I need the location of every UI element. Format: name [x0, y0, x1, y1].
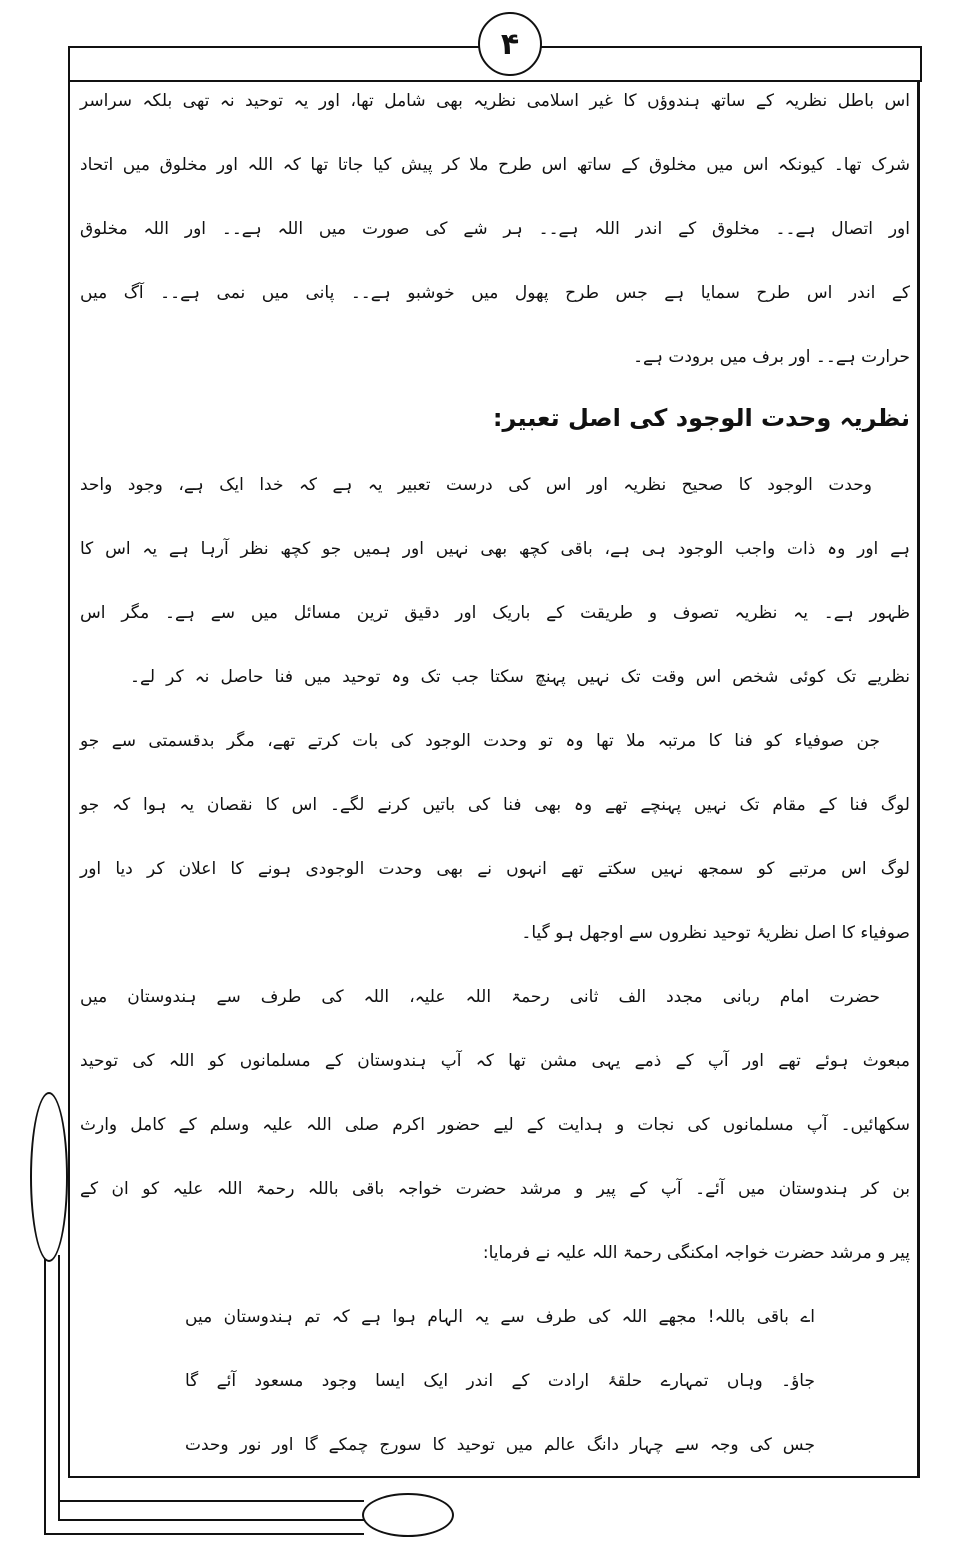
quote-line: جس کی وجہ سے چہار دانگ عالم میں توحید کا سورج چمکے گا اور نور وحدت: [185, 1435, 815, 1455]
text-line: سکھائیں۔ آپ مسلمانوں کی نجات و ہدایت کے لیے حضور اکرم صلی اللہ علیہ وسلم کے کامل وارث: [80, 1115, 910, 1135]
page-number: ۴: [478, 12, 542, 76]
ornament-bottom-ellipse: [362, 1493, 454, 1537]
text-line: صوفیاء کا اصل نظریۂ توحید نظروں سے اوجھل ہو گیا۔: [521, 923, 910, 943]
ornament-left-ellipse: [30, 1092, 68, 1262]
text-line: جن صوفیاء کو فنا کا مرتبہ ملا تھا وہ تو وحدت الوجود کی بات کرتے تھے، مگر بدقسمتی سے جو: [80, 731, 880, 751]
ornament-line: [44, 1533, 364, 1535]
text-line: حرارت ہے۔۔ اور برف میں برودت ہے۔: [633, 347, 910, 367]
text-line: وحدت الوجود کا صحیح نظریہ اور اس کی درست تعبیر یہ ہے کہ خدا ایک ہے، وجود واحد: [80, 475, 872, 495]
ornament-line: [58, 1500, 364, 1502]
text-line: لوگ فنا کے مقام تک نہیں پہنچے تھے وہ بھی فنا کی باتیں کرنے لگے۔ اس کا نقصان یہ ہوا کہ جو: [80, 795, 910, 815]
text-line: ہے اور وہ ذات واجب الوجود ہی ہے، باقی کچھ بھی نہیں اور ہمیں جو کچھ نظر آرہا ہے یہ اس کا: [80, 539, 910, 559]
text-line: اس باطل نظریہ کے ساتھ ہندوؤں کا غیر اسلامی نظریہ بھی شامل تھا، اور یہ توحید نہ تھی بلکہ سراسر: [80, 91, 910, 111]
text-line: کے اندر اس طرح سمایا ہے جس طرح پھول میں خوشبو ہے۔۔ پانی میں نمی ہے۔۔ آگ میں: [80, 283, 910, 303]
text-line: بن کر ہندوستان میں آئے۔ آپ کے پیر و مرشد حضرت خواجہ باقی باللہ رحمۃ اللہ علیہ کو ان کے: [80, 1179, 910, 1199]
quote-line: اے باقی باللہ! مجھے اللہ کی طرف سے یہ الہام ہوا ہے کہ تم ہندوستان میں: [185, 1307, 815, 1327]
text-line: مبعوث ہوئے تھے اور آپ کے ذمے یہی مشن تھا کہ آپ ہندوستان کے مسلمانوں کو اللہ کی توحید: [80, 1051, 910, 1071]
text-line: پیر و مرشد حضرت خواجہ امکنگی رحمۃ اللہ علیہ نے فرمایا:: [482, 1243, 910, 1263]
text-line: شرک تھا۔ کیونکہ اس میں مخلوق کے ساتھ اس طرح ملا کر پیش کیا جاتا تھا کہ اللہ اور مخلوق میں اتحاد: [80, 155, 910, 175]
text-line: ظہور ہے۔ یہ نظریہ تصوف و طریقت کے باریک اور دقیق ترین مسائل میں سے ہے۔ مگر اس: [80, 603, 910, 623]
quote-line: جاؤ۔ وہاں تمہارے حلقۂ ارادت کے اندر ایک ایسا وجود مسعود آئے گا: [185, 1371, 815, 1391]
ornament-line: [44, 1255, 46, 1535]
frame-left-top-line: [68, 46, 70, 82]
frame-right-top-line: [920, 46, 922, 82]
text-line: حضرت امام ربانی مجدد الف ثانی رحمۃ اللہ علیہ، اللہ کی طرف سے ہندوستان میں: [80, 987, 880, 1007]
ornament-line: [58, 1255, 60, 1520]
text-line: لوگ اس مرتبے کو سمجھ نہیں سکتے تھے انہوں نے بھی وحدت الوجودی ہونے کا اعلان کر دیا اور: [80, 859, 910, 879]
ornament-line: [58, 1519, 364, 1521]
text-line: نظریے تک کوئی شخص اس وقت تک نہیں پہنچ سکتا جب تک وہ توحید میں فنا حاصل نہ کر لے۔: [130, 667, 910, 687]
text-line: اور اتصال ہے۔۔ مخلوق کے اندر اللہ ہے۔۔ ہر شے کی صورت میں اللہ ہے۔۔ اور اللہ مخلوق: [80, 219, 910, 239]
section-heading: نظریہ وحدت الوجود کی اصل تعبیر:: [492, 404, 910, 432]
